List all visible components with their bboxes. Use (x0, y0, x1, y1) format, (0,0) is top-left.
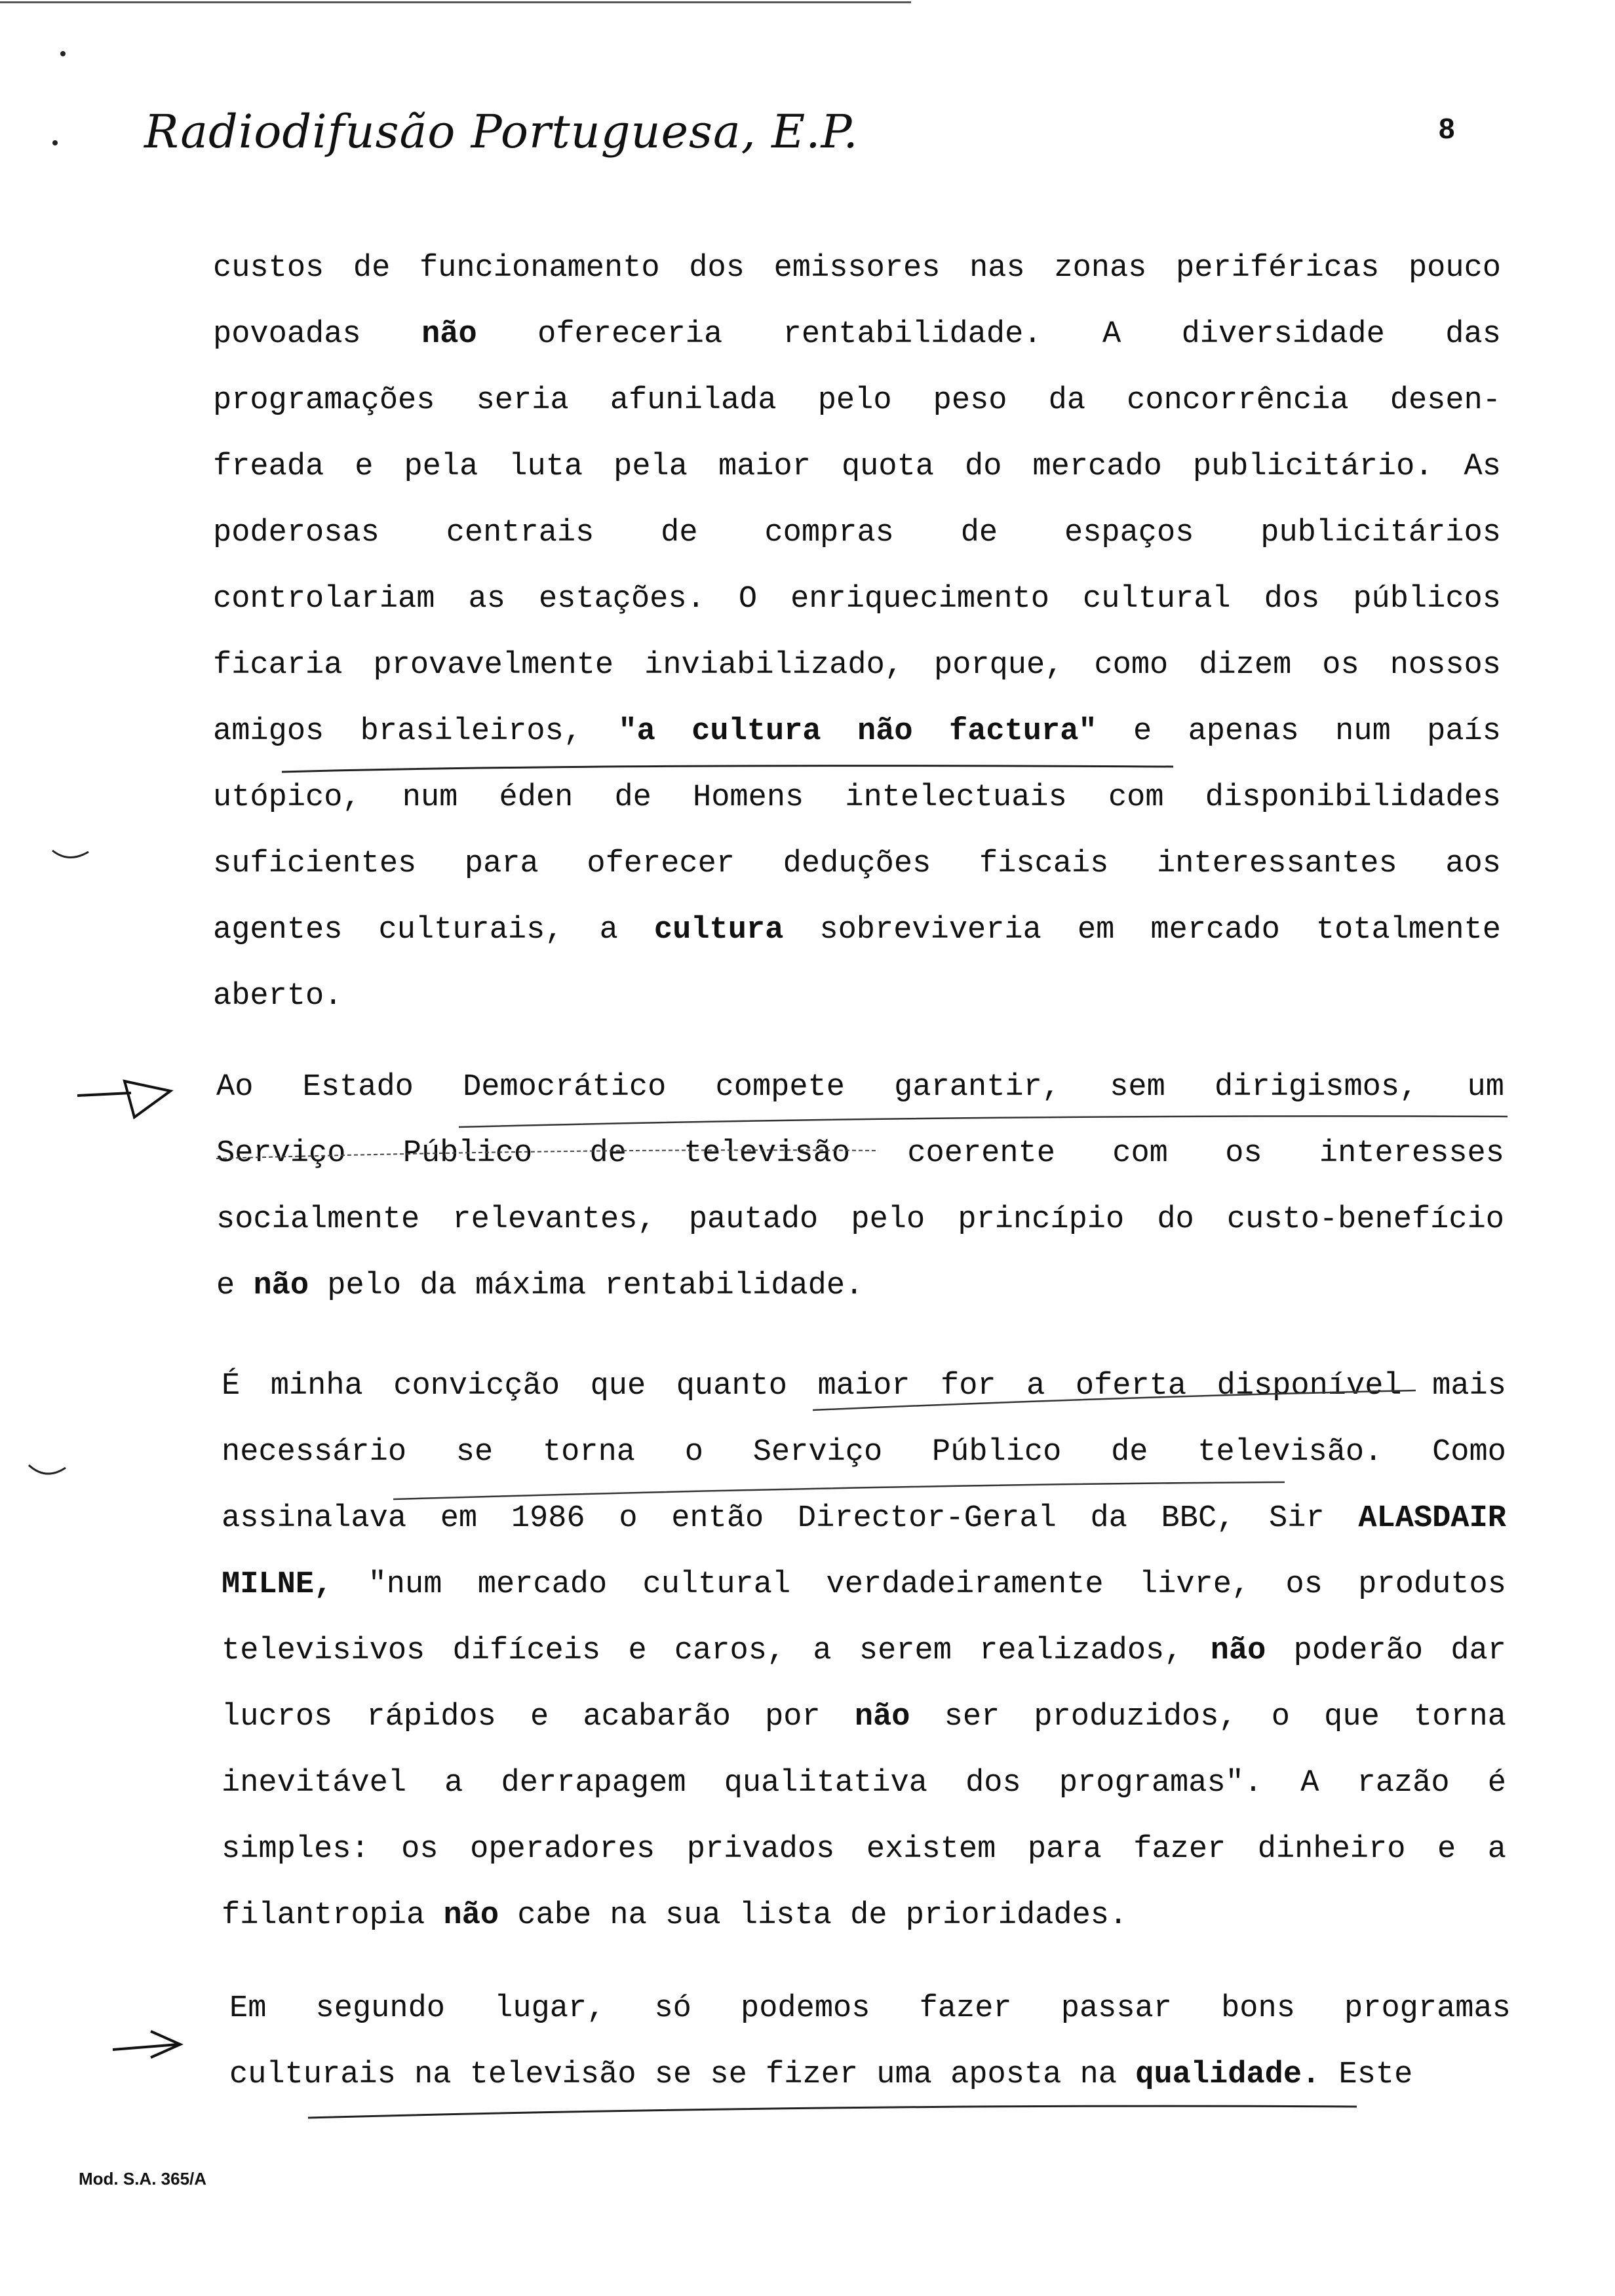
word: como (1094, 648, 1169, 683)
word: o (684, 1435, 703, 1470)
word: se (710, 2057, 747, 2092)
word: nas (969, 251, 1025, 286)
word: oferecer (587, 847, 735, 881)
word: Público (402, 1136, 533, 1171)
word: produzidos, (1034, 1700, 1237, 1734)
word: a (1487, 1832, 1506, 1867)
word: totalmente (1315, 913, 1501, 947)
word: pautado (688, 1202, 819, 1237)
word: mercado (1032, 450, 1162, 484)
word: do (1157, 1202, 1194, 1237)
word: "a (618, 714, 655, 749)
word: funcionamento (419, 251, 660, 286)
word: por (765, 1700, 821, 1734)
word: assinalava (222, 1501, 407, 1536)
word: peso (933, 383, 1007, 418)
word: coerente (907, 1136, 1055, 1171)
word: convicção (393, 1369, 560, 1404)
word: zonas (1054, 251, 1147, 286)
word: dos (1264, 582, 1320, 617)
word: não (421, 317, 477, 352)
word: diversidade (1181, 317, 1385, 352)
word: sem (1110, 1070, 1165, 1105)
word: bons (1221, 1991, 1295, 2026)
word: custos (213, 251, 324, 286)
word: difíceis (452, 1634, 601, 1668)
margin-tick-mark (29, 1465, 66, 1474)
form-code: Mod. S.A. 365/A (79, 2169, 207, 2189)
word: torna (542, 1435, 635, 1470)
word: dinheiro (1257, 1832, 1406, 1867)
word: filantropia (222, 1898, 425, 1933)
word: prioridades. (905, 1898, 1128, 1933)
word: cabe (517, 1898, 592, 1933)
word: Público (931, 1435, 1062, 1470)
word: acabarão (583, 1700, 731, 1734)
word: e (530, 1700, 549, 1734)
word: disponibilidades (1205, 780, 1501, 815)
word: afunilada (610, 383, 777, 418)
word: Ao (216, 1070, 254, 1105)
word: televisão. (1197, 1435, 1383, 1470)
word: periféricas (1176, 251, 1380, 286)
word: BBC, (1161, 1501, 1236, 1536)
word: e (1437, 1832, 1456, 1867)
word: sua (665, 1898, 721, 1933)
word: qualitativa (724, 1766, 927, 1801)
word: passar (1060, 1991, 1172, 2026)
word: desen- (1390, 383, 1501, 418)
arrow-mark (113, 2031, 180, 2057)
word: inviabilizado, (644, 648, 903, 683)
word: do (965, 450, 1002, 484)
word: enriquecimento (790, 582, 1049, 617)
word: oferta (1075, 1369, 1187, 1404)
handwritten-underline (813, 1390, 1416, 1410)
word: Serviço (752, 1435, 883, 1470)
word: factura" (948, 714, 1097, 749)
word: mercado (477, 1567, 608, 1602)
word: que (1324, 1700, 1380, 1734)
word: os (1322, 648, 1359, 683)
word: lista (739, 1898, 832, 1933)
word: os (401, 1832, 438, 1867)
word: ALASDAIR (1358, 1501, 1506, 1536)
word: a (599, 913, 618, 947)
word: para (464, 847, 539, 881)
word: agentes (213, 913, 343, 947)
word: da (419, 1269, 457, 1303)
word: compras (764, 516, 894, 550)
word: aos (1445, 847, 1501, 881)
word: programações (213, 383, 435, 418)
word: garantir, (894, 1070, 1061, 1105)
word: então (671, 1501, 764, 1536)
word: uma (876, 2057, 932, 2092)
handwritten-underline (282, 766, 1173, 772)
word: controlariam (213, 582, 435, 617)
word: emissores (773, 251, 941, 286)
word: televisão (684, 1136, 851, 1171)
word: É (222, 1369, 241, 1404)
handwritten-underline (459, 1116, 1508, 1127)
word: televisão (469, 2057, 636, 2092)
word: é (1487, 1766, 1506, 1801)
word: suficientes (213, 847, 417, 881)
word: quanto (676, 1369, 787, 1404)
word: porque, (933, 648, 1064, 683)
word: razão (1357, 1766, 1450, 1801)
word: da (1090, 1501, 1127, 1536)
word: televisivos (222, 1634, 425, 1668)
word: sobreviveria (819, 913, 1041, 947)
word: livre, (1138, 1567, 1251, 1602)
word: nossos (1390, 648, 1501, 683)
word: cultura (691, 714, 821, 749)
word: utópico, (213, 780, 361, 815)
word: amigos (213, 714, 324, 749)
word: um (1467, 1070, 1504, 1105)
word: lucros (222, 1700, 333, 1734)
word: e (355, 450, 374, 484)
word: da (1048, 383, 1086, 418)
word: MILNE, (222, 1567, 333, 1602)
handwritten-underline (308, 2106, 1357, 2118)
word: brasileiros, (360, 714, 583, 749)
word: não (854, 1700, 910, 1734)
word: culturais (229, 2057, 396, 2092)
word: programas (1344, 1991, 1511, 2026)
word: não (1210, 1634, 1266, 1668)
word: culturais, (378, 913, 564, 947)
word: de (661, 516, 698, 550)
word: quota (841, 450, 934, 484)
word: poderão (1293, 1634, 1424, 1668)
word: rápidos (366, 1700, 496, 1734)
word: as (468, 582, 505, 617)
word: deduções (783, 847, 931, 881)
word: operadores (470, 1832, 655, 1867)
word: fazer (1133, 1832, 1226, 1867)
word: de (614, 780, 652, 815)
word: públicos (1353, 582, 1501, 617)
word: pela (613, 450, 688, 484)
word: O (738, 582, 758, 617)
word: existem (866, 1832, 996, 1867)
word: e (628, 1634, 647, 1668)
word: na (1080, 2057, 1118, 2092)
word: ofereceria (537, 317, 723, 352)
word: pelo (817, 383, 892, 418)
word: a (1026, 1369, 1045, 1404)
word: torna (1413, 1700, 1506, 1734)
word: espaços (1064, 516, 1194, 550)
word: cultural (642, 1567, 791, 1602)
word: privados (686, 1832, 835, 1867)
word: aberto. (213, 979, 343, 1014)
word: o (619, 1501, 638, 1536)
margin-tick-mark (52, 851, 88, 858)
word: Este (1338, 2057, 1413, 2092)
word: de (960, 516, 998, 550)
word: segundo (315, 1991, 445, 2026)
word: rentabilidade. (604, 1269, 864, 1303)
word: qualidade. (1135, 2057, 1321, 2092)
word: A (1300, 1766, 1319, 1801)
word: pouco (1408, 251, 1501, 286)
word: A (1102, 317, 1121, 352)
word: pelo (327, 1269, 402, 1303)
word: e (1133, 714, 1152, 749)
word: disponível (1216, 1369, 1402, 1404)
word: não (857, 714, 913, 749)
word: aposta (950, 2057, 1062, 2092)
word: num (402, 780, 458, 815)
word: concorrência (1127, 383, 1349, 418)
word: interesses (1319, 1136, 1504, 1171)
word: os (1225, 1136, 1262, 1171)
word: inevitável (222, 1766, 407, 1801)
word: Como (1432, 1435, 1506, 1470)
word: "num (368, 1567, 442, 1602)
word: Homens (693, 780, 804, 815)
word: em (440, 1501, 478, 1536)
word: Estado (302, 1070, 414, 1105)
word: pela (404, 450, 478, 484)
letterhead-script: Radiodifusão Portuguesa, E.P. (144, 105, 859, 159)
word: derrapagem (501, 1766, 686, 1801)
word: mais (1432, 1369, 1506, 1404)
word: com (1112, 1136, 1168, 1171)
word: dar (1450, 1634, 1506, 1668)
word: freada (213, 450, 324, 484)
word: a (444, 1766, 463, 1801)
word: o (1271, 1700, 1291, 1734)
word: custo-benefício (1226, 1202, 1504, 1237)
word: Em (229, 1991, 267, 2026)
word: seria (476, 383, 569, 418)
word: na (610, 1898, 647, 1933)
word: interessantes (1157, 847, 1397, 881)
word: dos (965, 1766, 1021, 1801)
word: não (443, 1898, 499, 1933)
word: dizem (1199, 648, 1292, 683)
word: lugar, (494, 1991, 606, 2026)
word: provavelmente (373, 648, 614, 683)
word: serem (859, 1634, 952, 1668)
word: Democrático (463, 1070, 667, 1105)
word: necessário (222, 1435, 407, 1470)
word: que (590, 1369, 646, 1404)
word: ficaria (213, 648, 343, 683)
word: se (654, 2057, 692, 2092)
word: apenas (1188, 714, 1299, 749)
word: compete (715, 1070, 845, 1105)
word: em (1077, 913, 1115, 947)
word: podemos (741, 1991, 870, 2026)
word: poderosas (213, 516, 379, 550)
word: para (1027, 1832, 1102, 1867)
word: de (850, 1898, 887, 1933)
word: e (216, 1269, 235, 1303)
page-number: 8 (1439, 113, 1455, 145)
word: país (1427, 714, 1501, 749)
word: caros, (674, 1634, 786, 1668)
word: 1986 (511, 1501, 585, 1536)
word: Serviço (216, 1136, 346, 1171)
word: mercado (1150, 913, 1280, 947)
word: programas". (1059, 1766, 1263, 1801)
word: minha (270, 1369, 363, 1404)
word: não (253, 1269, 309, 1303)
word: relevantes, (452, 1202, 656, 1237)
word: fiscais (979, 847, 1109, 881)
word: luta (509, 450, 583, 484)
word: estações. (538, 582, 705, 617)
word: fazer (919, 1991, 1012, 2026)
word: ser (944, 1700, 1000, 1734)
word: rentabilidade. (783, 317, 1042, 352)
word: intelectuais (845, 780, 1067, 815)
word: dirigismos, (1215, 1070, 1418, 1105)
word: maior (817, 1369, 910, 1404)
word: máxima (475, 1269, 587, 1303)
word: das (1445, 317, 1501, 352)
word: dos (689, 251, 745, 286)
word: publicitários (1260, 516, 1501, 550)
word: Director-Geral (797, 1501, 1057, 1536)
word: cultura (653, 913, 784, 947)
word: de (1111, 1435, 1148, 1470)
word: povoadas (213, 317, 361, 352)
handwritten-underline (216, 1150, 878, 1158)
word: fizer (766, 2057, 859, 2092)
word: de (353, 251, 391, 286)
word: princípio (958, 1202, 1125, 1237)
handwritten-underline (393, 1482, 1285, 1499)
word: publicitário. (1192, 450, 1433, 484)
word: com (1108, 780, 1164, 815)
word: socialmente (216, 1202, 420, 1237)
word: num (1335, 714, 1391, 749)
word: simples: (222, 1832, 370, 1867)
word: os (1285, 1567, 1323, 1602)
word: produtos (1358, 1567, 1506, 1602)
word: pelo (851, 1202, 925, 1237)
word: a (813, 1634, 832, 1668)
word: na (414, 2057, 452, 2092)
word: éden (499, 780, 574, 815)
word: centrais (446, 516, 594, 550)
word: maior (718, 450, 811, 484)
word: só (654, 1991, 691, 2026)
word: realizados, (979, 1634, 1183, 1668)
word: verdadeiramente (826, 1567, 1104, 1602)
word: de (589, 1136, 627, 1171)
word: Sir (1269, 1501, 1325, 1536)
word: for (940, 1369, 996, 1404)
word: cultural (1082, 582, 1231, 617)
word: se (456, 1435, 494, 1470)
word: As (1464, 450, 1501, 484)
arrow-mark (77, 1081, 170, 1117)
